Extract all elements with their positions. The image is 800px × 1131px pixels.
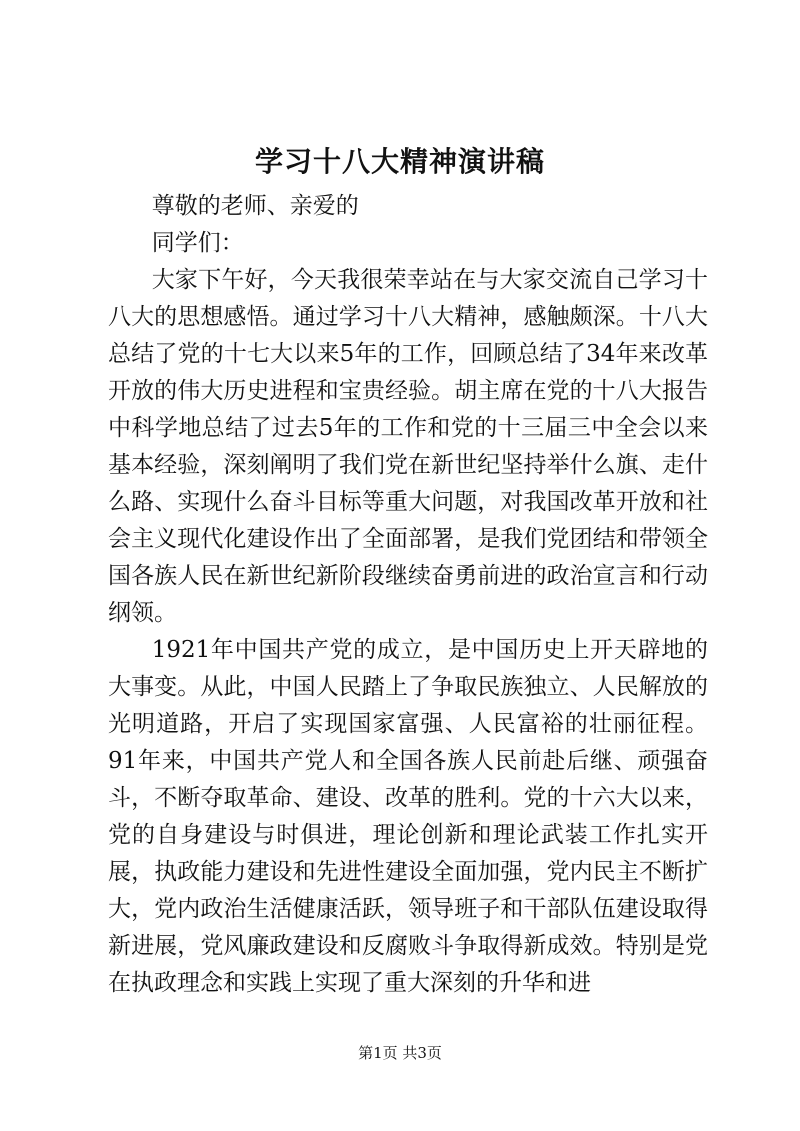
- document-body: [108, 188, 708, 1002]
- salutation-line-1: 尊敬的老师、亲爱的: [151, 193, 359, 219]
- salutation-line-2: 同学们：: [151, 230, 244, 256]
- body-paragraph-1: 大家下午好，今天我很荣幸站在与大家交流自己学习十八大的思想感悟。通过学习十八大精神，感触颇深。十八大总结了党的十七大以来5年的工作，回顾总结了34年来改革开放的伟大历史进程和宝贵经验。胡主席在党的十八大报告中科学地总结了过去5年的工作和党的十三届三中全会以来基本经验，深刻阐明了我们党在新世纪坚持举什么旗、走什么路、实现什么奋斗目标等重大问题，对我国改革开放和社会主义现代化建设作出了全面部署，是我们党团结和带领全国各族人民在新世纪新阶段继续奋勇前进的政治宣言和行动纲领。: [108, 267, 708, 626]
- body-paragraph-2: 1921年中国共产党的成立，是中国历史上开天辟地的大事变。从此，中国人民踏上了争取民族独立、人民解放的光明道路，开启了实现国家富强、人民富裕的壮丽征程。91年来，中国共产党人和全国各族人民前赴后继、顽强奋斗，不断夺取革命、建设、改革的胜利。党的十六大以来，党的自身建设与时俱进，理论创新和理论武装工作扎实开展，执政能力建设和先进性建设全面加强，党内民主不断扩大，党内政治生活健康活跃，领导班子和干部队伍建设取得新进展，党风廉政建设和反腐败斗争取得新成效。特别是党在执政理念和实践上实现了重大深刻的升华和进: [108, 637, 708, 996]
- page-footer: 第1页 共3页: [358, 1044, 442, 1062]
- document-title: 学习十八大精神演讲稿: [254, 145, 545, 178]
